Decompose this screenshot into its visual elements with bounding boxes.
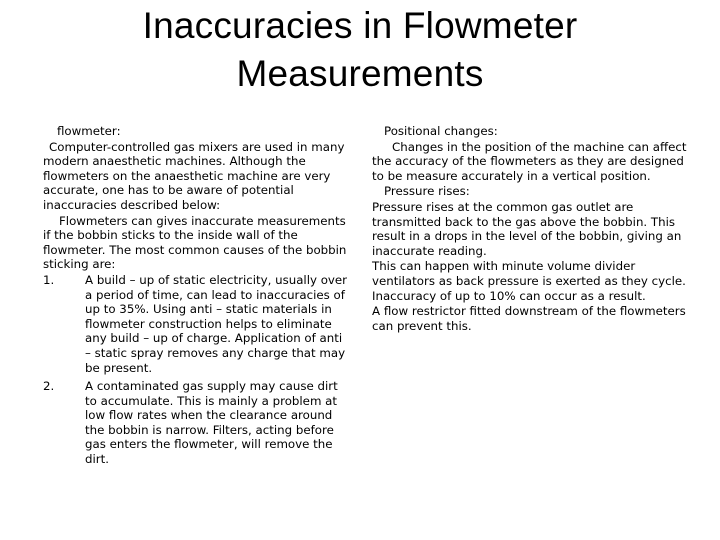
list-item-number: 2. (43, 379, 55, 394)
right-paragraph-3: This can happen with minute volume divider ventilators as back pressure is exerted as they cycle. Inaccuracy of up to 10% can occur as a result. (372, 259, 686, 303)
left-paragraph-2: Flowmeters can gives inaccurate measurements if the bobbin sticks to the inside wall of the flowmeter. The most common causes of the bobbin sticking are: (43, 213, 347, 272)
list-item-text: A contaminated gas supply may cause dirt to accumulate. This is mainly a problem at low flow rates when the clearance around the bobbin is narrow. Filters, acting before gas enters the flowmeter, will remove the dirt. (85, 379, 338, 467)
right-paragraph-4: A flow restrictor fitted downstream of the flowmeters can prevent this. (372, 304, 686, 333)
left-paragraph-1: Computer-controlled gas mixers are used in many modern anaesthetic machines. Although the flowmeters on the anaesthetic machine are very accurate, one has to be aware of potential inaccuracies described below: (43, 139, 345, 212)
slide-title-line-2: Measurements (236, 53, 484, 94)
list-item (43, 379, 351, 467)
right-heading-pressure: Pressure rises: (384, 184, 470, 199)
left-heading: flowmeter: (57, 124, 121, 138)
list-item-number: 1. (43, 272, 55, 287)
list-item-text: A build – up of static electricity, usually over a period of time, can lead to inaccuracies of up to 35%. Using anti – static materials in flowmeter construction helps to eliminate any build – up of charge. Application of anti – static spray removes any charge that may be present. (85, 272, 348, 375)
right-paragraph-1: Changes in the position of the machine can affect the accuracy of the flowmeters as they are designed to be measure accurately in a vertical position. (372, 139, 687, 183)
slide-title (0, 2, 720, 98)
list-item (43, 273, 351, 375)
right-paragraph-2: Pressure rises at the common gas outlet are transmitted back to the gas above the bobbin. This result in a drops in the level of the bobbin, giving an inaccurate reading. (372, 199, 682, 258)
slide-title-line-1: Inaccuracies in Flowmeter (142, 5, 578, 46)
left-column (43, 124, 351, 471)
right-heading-positional: Positional changes: (384, 124, 498, 138)
right-column (372, 124, 688, 334)
